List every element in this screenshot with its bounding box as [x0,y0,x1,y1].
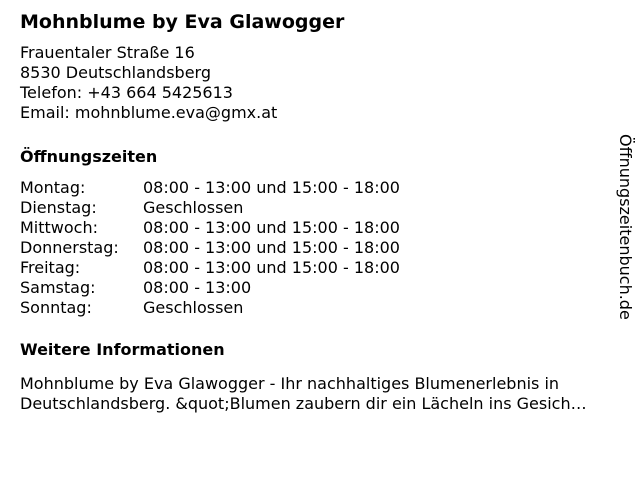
business-name: Mohnblume by Eva Glawogger [20,11,345,33]
street-address: Frauentaler Straße 16 [20,43,195,62]
hours-row [20,198,620,218]
email-label: Email: [20,103,75,122]
hours-day: Samstag: [20,278,96,297]
contact-block [20,43,620,123]
more-info-line: Mohnblume by Eva Glawogger - Ihr nachhaltiges Blumenerlebnis in [20,374,560,393]
hours-row [20,298,620,318]
hours-time: Geschlossen [143,298,244,317]
business-card [20,10,620,414]
hours-row [20,278,620,298]
phone-number: Telefon: +43 664 5425613 [20,83,233,102]
hours-row [20,218,620,238]
opening-hours-heading: Öffnungszeiten [20,147,158,166]
hours-row [20,178,620,198]
hours-time: 08:00 - 13:00 und 15:00 - 18:00 [143,178,400,197]
hours-day: Freitag: [20,258,81,277]
hours-day: Sonntag: [20,298,92,317]
hours-time: 08:00 - 13:00 [143,278,252,297]
hours-day: Montag: [20,178,86,197]
hours-row [20,238,620,258]
hours-time: Geschlossen [143,198,244,217]
hours-day: Donnerstag: [20,238,119,257]
hours-day: Mittwoch: [20,218,98,237]
opening-hours-list [20,178,620,318]
email-line [20,103,620,123]
hours-day: Dienstag: [20,198,97,217]
brand-link[interactable]: Öffnungszeitenbuch.de [616,134,635,320]
hours-time: 08:00 - 13:00 und 15:00 - 18:00 [143,218,400,237]
hours-time: 08:00 - 13:00 und 15:00 - 18:00 [143,238,400,257]
more-info-line: Deutschlandsberg. &quot;Blumen zaubern dir ein Lächeln ins Gesich… [20,394,587,413]
hours-row [20,258,620,278]
email-link[interactable]: mohnblume.eva@gmx.at [74,103,278,122]
postal-city: 8530 Deutschlandsberg [20,63,211,82]
hours-time: 08:00 - 13:00 und 15:00 - 18:00 [143,258,400,277]
more-info-text [20,374,630,414]
more-info-heading: Weitere Informationen [20,340,225,359]
